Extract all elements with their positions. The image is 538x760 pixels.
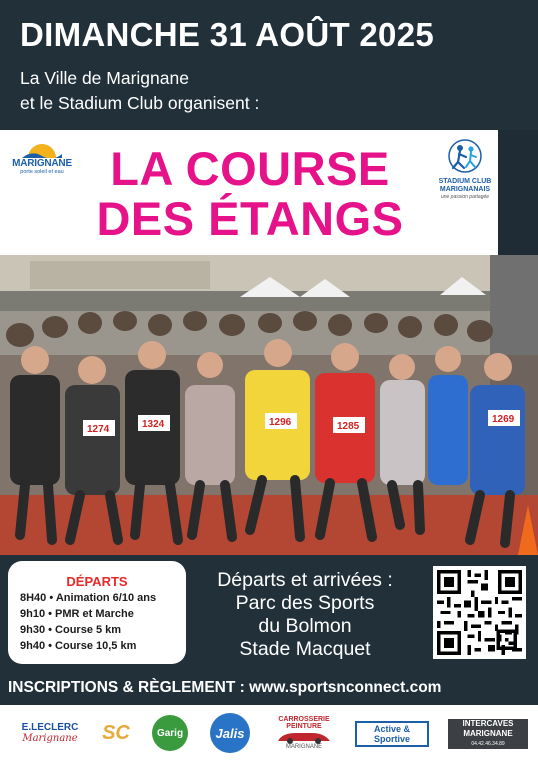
header	[0, 0, 538, 130]
bib-number: 1296	[269, 417, 292, 428]
race-title	[60, 144, 440, 244]
carrosserie-logo-text: CARROSSERIE PEINTURE	[278, 716, 330, 730]
venue-line-3: du Bolmon	[258, 615, 352, 637]
departures-title: DÉPARTS	[66, 574, 128, 589]
info-section	[0, 555, 538, 705]
leclerc-logo-text: E.LECLERC	[21, 722, 79, 733]
runners-photo	[0, 255, 538, 555]
bib-number: 1285	[337, 421, 360, 432]
sponsor-sc-logo: SC	[102, 721, 130, 744]
departure-item: 8H40 • Animation 6/10 ans	[20, 592, 157, 604]
intercaves-phone: 04.42.46.34.89	[471, 741, 505, 747]
venue-info	[195, 569, 415, 661]
carrosserie-logo-city: MARIGNANE	[285, 744, 323, 750]
leclerc-logo-city: Marignane	[22, 733, 78, 744]
bib-number: 1269	[492, 414, 515, 425]
race-title-line-1: LA COURSE	[110, 142, 390, 195]
sponsors-bar	[0, 705, 538, 760]
car-icon	[274, 730, 334, 744]
departure-item: 9h40 • Course 10,5 km	[20, 640, 137, 652]
departure-item: 9h30 • Course 5 km	[20, 624, 122, 636]
organizers-line-2: et le Stadium Club organisent :	[20, 93, 260, 113]
organizers-line-1: La Ville de Marignane	[20, 68, 189, 88]
organizers	[20, 66, 259, 116]
event-date: DIMANCHE 31 AOÛT 2025	[20, 16, 435, 53]
venue-line-4: Stade Macquet	[239, 638, 371, 660]
stadium-club-name-2: MARIGNANAIS	[439, 186, 491, 193]
qr-code[interactable]	[433, 566, 526, 659]
runners-illustration	[0, 255, 538, 555]
departure-item: 9h10 • PMR et Marche	[20, 608, 134, 620]
intercaves-logo-text: INTERCAVES	[462, 719, 514, 728]
sponsor-intercaves-logo	[448, 719, 528, 749]
intercaves-logo-city: MARIGNANE	[463, 729, 513, 738]
sponsor-garig-logo: Garig	[152, 715, 188, 751]
venue-line-2: Parc des Sports	[235, 592, 375, 614]
marignane-logo-tagline: porte soleil et eau	[20, 169, 64, 175]
sponsor-active-sportive-logo: Active & Sportive	[355, 721, 429, 747]
runners-badge-icon	[438, 138, 492, 178]
registration-link[interactable]: INSCRIPTIONS & RÈGLEMENT : www.sportsnconnect.com	[8, 679, 442, 696]
race-title-line-2: DES ÉTANGS	[96, 192, 404, 245]
bib-number: 1324	[142, 419, 165, 430]
title-band	[0, 130, 498, 255]
stadium-club-name-1: STADIUM CLUB	[438, 178, 492, 185]
departures-box	[8, 561, 186, 664]
venue-line-1: Départs et arrivées :	[217, 569, 393, 591]
stadium-club-logo	[437, 136, 493, 202]
stadium-club-tagline: une passion partagée	[440, 194, 490, 200]
sponsor-jalis-logo: Jalis	[210, 713, 250, 753]
marignane-logo-text: MARIGNANE	[12, 158, 72, 169]
sponsor-carrosserie-logo	[268, 715, 340, 751]
qr-code-icon	[437, 570, 522, 655]
sponsor-leclerc-logo	[14, 715, 86, 751]
bib-number: 1274	[87, 424, 110, 435]
departures-list	[20, 590, 182, 654]
sun-icon	[22, 138, 62, 158]
